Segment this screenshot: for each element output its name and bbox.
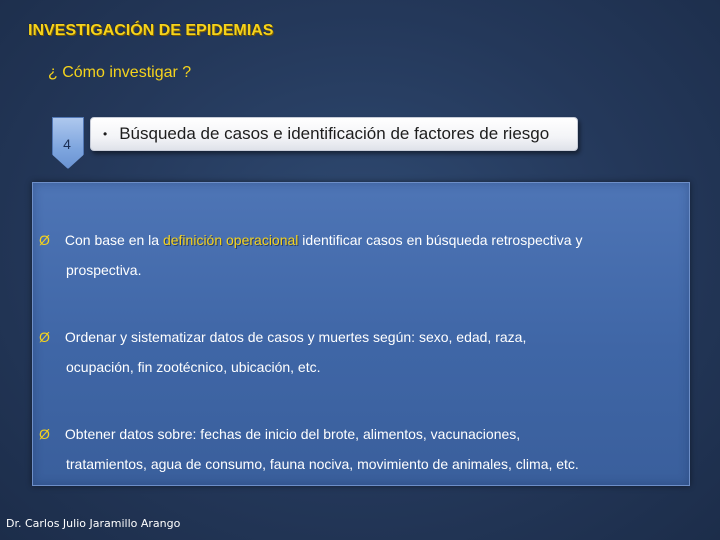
slide-title: INVESTIGACIÓN DE EPIDEMIAS — [28, 22, 274, 39]
list-item — [39, 225, 679, 285]
step-heading-box — [90, 117, 578, 151]
list-item — [39, 419, 679, 479]
bullet-icon: • — [103, 127, 108, 141]
list-item — [39, 322, 679, 382]
author-footer: Dr. Carlos Julio Jaramillo Arango — [6, 517, 181, 530]
item-text-continuation: tratamientos, agua de consumo, fauna nociva, movimiento de animales, clima, etc. — [66, 456, 579, 472]
highlighted-term: definición operacional — [162, 232, 299, 248]
item-text-continuation: prospectiva. — [66, 262, 142, 278]
item-text: Obtener datos sobre: fechas de inicio del brote, alimentos, vacunaciones, — [64, 426, 521, 442]
slide-subtitle: ¿ Cómo investigar ? — [48, 64, 192, 81]
content-panel — [32, 182, 690, 486]
step-heading-text: Búsqueda de casos e identificación de factores de riesgo — [119, 124, 550, 143]
arrow-bullet-icon: Ø — [39, 426, 50, 442]
item-text: identificar casos en búsqueda retrospectiva y — [298, 232, 583, 248]
item-text: Con base en la — [64, 232, 163, 248]
step-number: 4 — [63, 136, 71, 152]
item-text-continuation: ocupación, fin zootécnico, ubicación, etc. — [66, 359, 321, 375]
item-text: Ordenar y sistematizar datos de casos y muertes según: sexo, edad, raza, — [64, 329, 527, 345]
arrow-bullet-icon: Ø — [39, 232, 50, 248]
arrow-bullet-icon: Ø — [39, 329, 50, 345]
